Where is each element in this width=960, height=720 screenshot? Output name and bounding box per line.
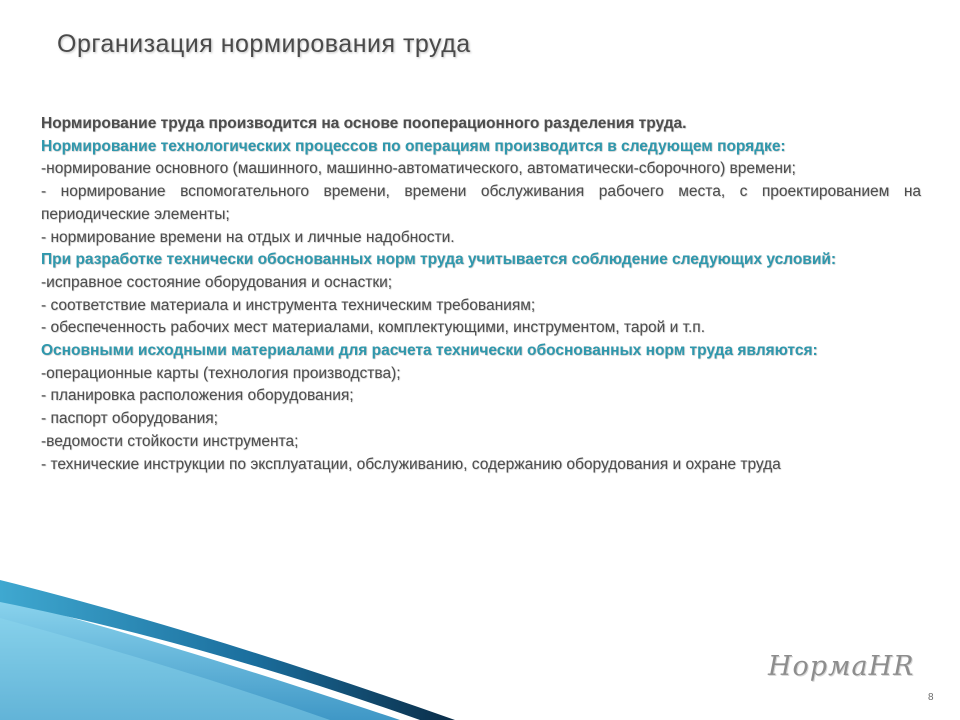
paragraph: -ведомости стойкости инструмента; <box>41 432 299 450</box>
slide-title: Организация нормирования труда <box>57 30 471 58</box>
paragraph: Основными исходными материалами для расчета технически обоснованных норм труда являются: <box>41 342 818 360</box>
paragraph: Нормирование труда производится на основе пооперационного разделения труда. <box>41 115 687 132</box>
logo: НормаHR <box>768 651 915 682</box>
paragraph: - соответствие материала и инструмента техническим требованиям; <box>41 296 536 314</box>
decorative-swoosh <box>0 560 960 720</box>
paragraph: - обеспеченность рабочих мест материалами, комплектующими, инструментом, тарой и т.п. <box>41 319 705 337</box>
paragraph: При разработке технически обоснованных норм труда учитывается соблюдение следующих условий: <box>41 251 837 269</box>
paragraph: - планировка расположения оборудования; <box>41 387 354 405</box>
paragraph: Нормирование технологических процессов по операциям производится в следующем порядке: <box>41 137 786 155</box>
paragraph: -операционные карты (технология производства); <box>41 364 401 382</box>
paragraph: - паспорт оборудования; <box>41 410 218 428</box>
paragraph: - нормирование времени на отдых и личные надобности. <box>41 228 455 246</box>
paragraph: - нормирование вспомогательного времени, времени обслуживания рабочего места, с проектированием на периодические элементы; <box>41 183 921 223</box>
page-number: 8 <box>928 692 934 703</box>
paragraph: -нормирование основного (машинного, машинно-автоматического, автоматически-сборочного) времени; <box>41 160 796 178</box>
slide-body <box>41 113 921 476</box>
paragraph: -исправное состояние оборудования и оснастки; <box>41 273 393 291</box>
paragraph: - технические инструкции по эксплуатации, обслуживанию, содержанию оборудования и охране труда <box>41 455 781 473</box>
